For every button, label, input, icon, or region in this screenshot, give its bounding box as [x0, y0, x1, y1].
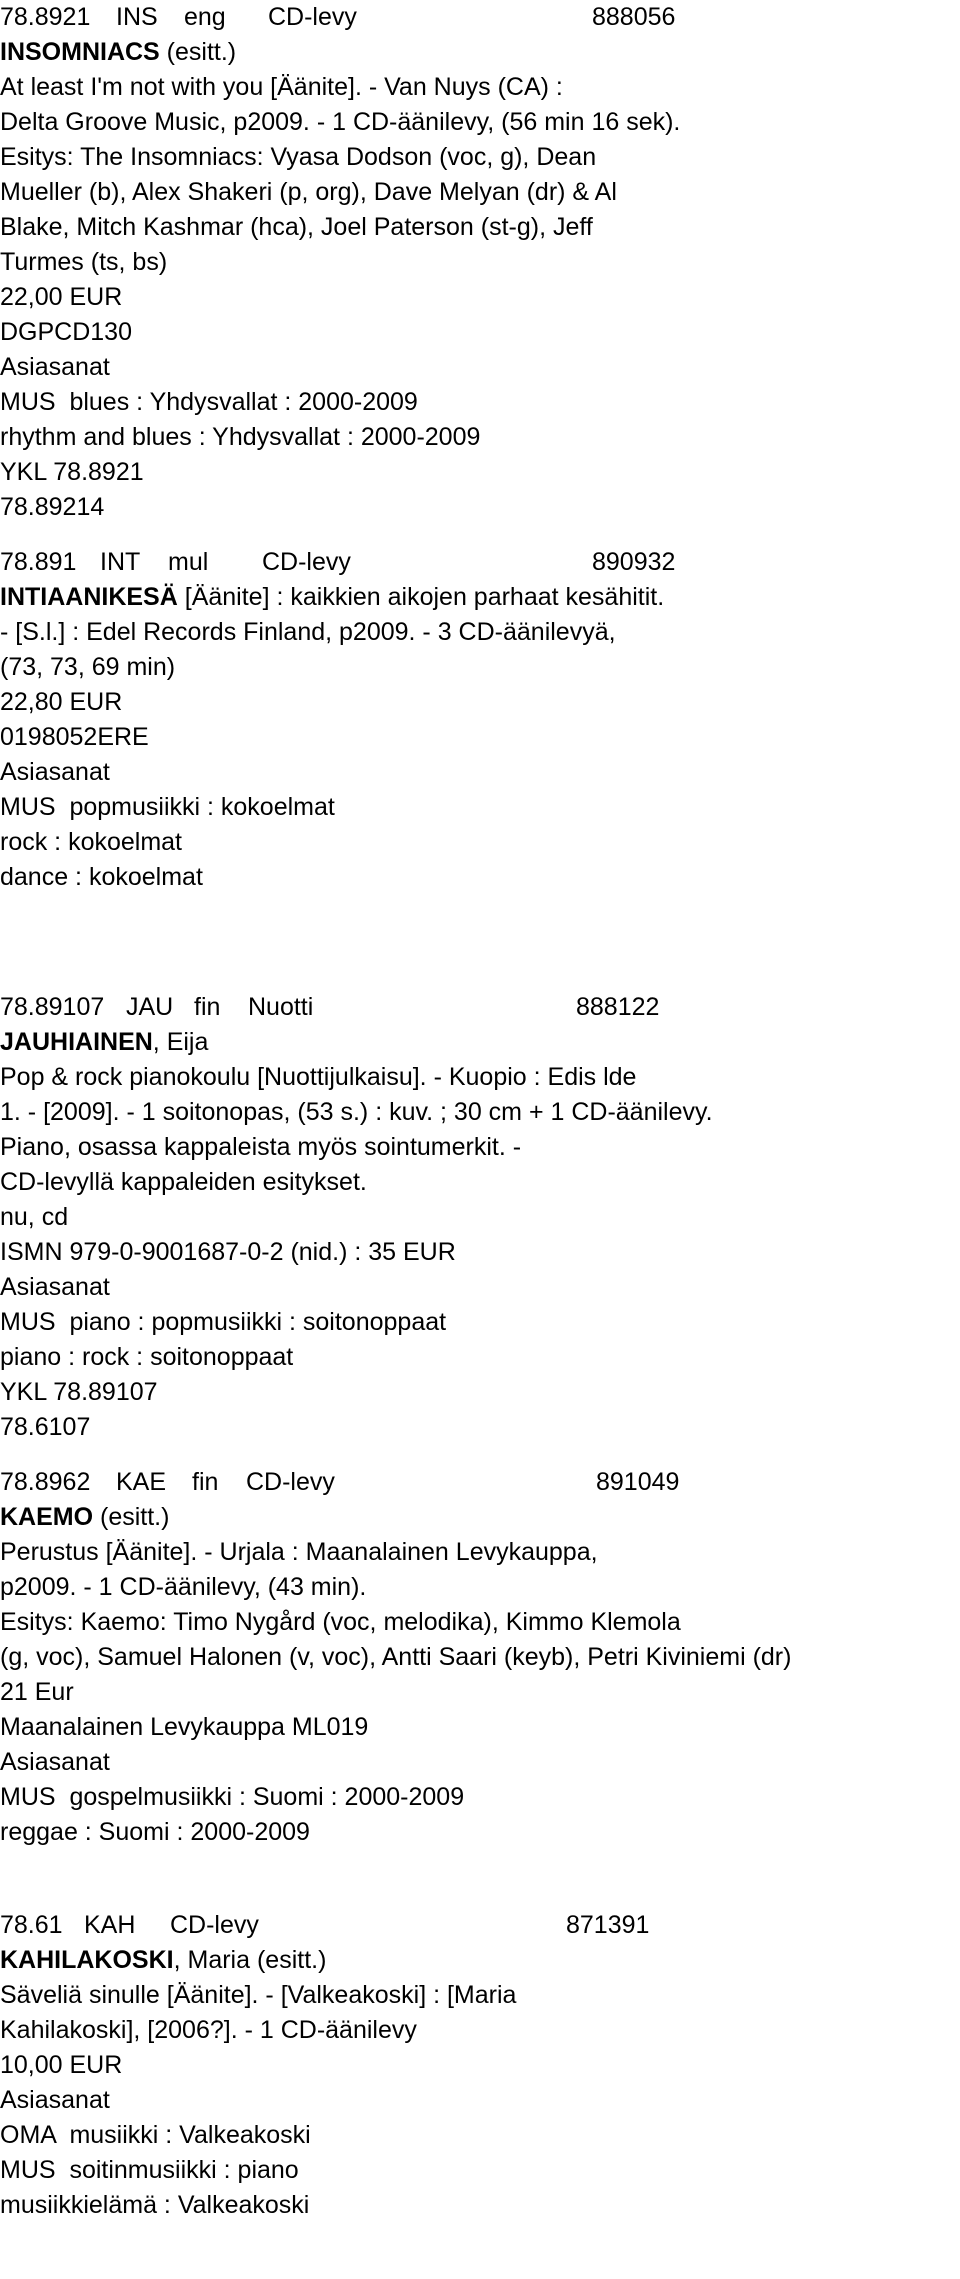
- author-name: INTIAANIKESÄ: [0, 583, 178, 611]
- subjects-heading: Asiasanat: [0, 353, 110, 381]
- record-line: 1. - [2009]. - 1 soitonopas, (53 s.) : kuv. ; 30 cm + 1 CD-äänilevy.: [0, 1098, 713, 1126]
- author-name: JAUHIAINEN: [0, 1028, 153, 1056]
- author-code: JAU: [126, 993, 174, 1021]
- record-header: [0, 0, 960, 35]
- subject-term: musiikkielämä : Valkeakoski: [0, 2191, 310, 2219]
- record-line: (g, voc), Samuel Halonen (v, voc), Antti Saari (keyb), Petri Kiviniemi (dr): [0, 1643, 792, 1671]
- subject-term: dance : kokoelmat: [0, 863, 203, 891]
- record-line: Blake, Mitch Kashmar (hca), Joel Paterson (st-g), Jeff: [0, 213, 593, 241]
- record-number: 888122: [576, 993, 660, 1021]
- record-author: [0, 1943, 960, 1978]
- record-line: Perustus [Äänite]. - Urjala : Maanalainen Levykauppa,: [0, 1538, 598, 1566]
- classification: 78.89214: [0, 493, 105, 521]
- subjects-heading: Asiasanat: [0, 2086, 110, 2114]
- language-code: eng: [184, 3, 226, 31]
- record-line: (73, 73, 69 min): [0, 653, 176, 681]
- record-line: At least I'm not with you [Äänite]. - Van Nuys (CA) :: [0, 73, 563, 101]
- subject-term: rock : kokoelmat: [0, 828, 183, 856]
- subjects-heading: Asiasanat: [0, 1273, 110, 1301]
- record-line: Kahilakoski], [2006?]. - 1 CD-äänilevy: [0, 2016, 417, 2044]
- subject-term: OMA musiikki : Valkeakoski: [0, 2121, 311, 2149]
- record-line: CD-levyllä kappaleiden esitykset.: [0, 1168, 367, 1196]
- class-number: 78.61: [0, 1911, 63, 1939]
- record-header: [0, 1908, 960, 1943]
- record-line: Piano, osassa kappaleista myös sointumerkit. -: [0, 1133, 522, 1161]
- record-header: [0, 545, 960, 580]
- catalog-record: [0, 545, 960, 895]
- subject-term: MUS gospelmusiikki : Suomi : 2000-2009: [0, 1783, 465, 1811]
- classification: YKL 78.89107: [0, 1378, 158, 1406]
- record-number: 888056: [592, 3, 676, 31]
- language-code: fin: [192, 1468, 219, 1496]
- record-product-code: DGPCD130: [0, 318, 132, 346]
- author-name: INSOMNIACS: [0, 38, 160, 66]
- author-code: KAH: [84, 1911, 136, 1939]
- author-code: KAE: [116, 1468, 167, 1496]
- record-product-code: Maanalainen Levykauppa ML019: [0, 1713, 369, 1741]
- class-number: 78.891: [0, 548, 77, 576]
- class-number: 78.89107: [0, 993, 105, 1021]
- language-code: fin: [194, 993, 221, 1021]
- record-author: [0, 1025, 960, 1060]
- classification: 78.6107: [0, 1413, 91, 1441]
- subjects-heading: Asiasanat: [0, 758, 110, 786]
- author-role: , Maria (esitt.): [173, 1946, 327, 1974]
- subjects-heading: Asiasanat: [0, 1748, 110, 1776]
- record-author: [0, 580, 960, 615]
- record-header: [0, 1465, 960, 1500]
- format-label: CD-levy: [262, 548, 351, 576]
- author-code: INS: [116, 3, 158, 31]
- class-number: 78.8921: [0, 3, 91, 31]
- record-number: 891049: [596, 1468, 680, 1496]
- author-name: KAEMO: [0, 1503, 94, 1531]
- record-line: Delta Groove Music, p2009. - 1 CD-äänilevy, (56 min 16 sek).: [0, 108, 681, 136]
- record-number: 890932: [592, 548, 676, 576]
- record-author: [0, 1500, 960, 1535]
- subject-term: MUS soitinmusiikki : piano: [0, 2156, 299, 2184]
- format-label: CD-levy: [170, 1911, 259, 1939]
- record-price: 21 Eur: [0, 1678, 74, 1706]
- record-product-code: 0198052ERE: [0, 723, 149, 751]
- author-role: , Eija: [152, 1028, 209, 1056]
- record-price: 22,80 EUR: [0, 688, 123, 716]
- subject-term: piano : rock : soitonoppaat: [0, 1343, 294, 1371]
- author-role: [Äänite] : kaikkien aikojen parhaat kesähitit.: [177, 583, 665, 611]
- author-role: (esitt.): [159, 38, 237, 66]
- record-number: 871391: [566, 1911, 650, 1939]
- record-price: 22,00 EUR: [0, 283, 123, 311]
- record-line: Esitys: Kaemo: Timo Nygård (voc, melodika), Kimmo Klemola: [0, 1608, 681, 1636]
- catalog-record: [0, 1465, 960, 1850]
- language-code: mul: [168, 548, 209, 576]
- record-line: - [S.l.] : Edel Records Finland, p2009. - 3 CD-äänilevyä,: [0, 618, 616, 646]
- subject-term: MUS piano : popmusiikki : soitonoppaat: [0, 1308, 447, 1336]
- author-name: KAHILAKOSKI: [0, 1946, 174, 1974]
- subject-term: MUS blues : Yhdysvallat : 2000-2009: [0, 388, 418, 416]
- class-number: 78.8962: [0, 1468, 91, 1496]
- format-label: CD-levy: [246, 1468, 335, 1496]
- record-line: Pop & rock pianokoulu [Nuottijulkaisu]. - Kuopio : Edis lde: [0, 1063, 637, 1091]
- record-price: 10,00 EUR: [0, 2051, 123, 2079]
- catalog-record: [0, 990, 960, 1445]
- record-header: [0, 990, 960, 1025]
- author-role: (esitt.): [93, 1503, 170, 1531]
- record-line: Turmes (ts, bs): [0, 248, 168, 276]
- subject-term: rhythm and blues : Yhdysvallat : 2000-2009: [0, 423, 481, 451]
- record-line: nu, cd: [0, 1203, 69, 1231]
- author-code: INT: [100, 548, 141, 576]
- format-label: Nuotti: [248, 993, 314, 1021]
- record-author: [0, 35, 960, 70]
- record-price: ISMN 979-0-9001687-0-2 (nid.) : 35 EUR: [0, 1238, 456, 1266]
- subject-term: MUS popmusiikki : kokoelmat: [0, 793, 335, 821]
- record-line: Säveliä sinulle [Äänite]. - [Valkeakoski] : [Maria: [0, 1981, 517, 2009]
- classification: YKL 78.8921: [0, 458, 144, 486]
- record-line: Mueller (b), Alex Shakeri (p, org), Dave Melyan (dr) & Al: [0, 178, 617, 206]
- record-line: Esitys: The Insomniacs: Vyasa Dodson (voc, g), Dean: [0, 143, 597, 171]
- catalog-record: [0, 0, 960, 525]
- subject-term: reggae : Suomi : 2000-2009: [0, 1818, 310, 1846]
- catalog-record: [0, 1908, 960, 2223]
- record-line: p2009. - 1 CD-äänilevy, (43 min).: [0, 1573, 367, 1601]
- format-label: CD-levy: [268, 3, 357, 31]
